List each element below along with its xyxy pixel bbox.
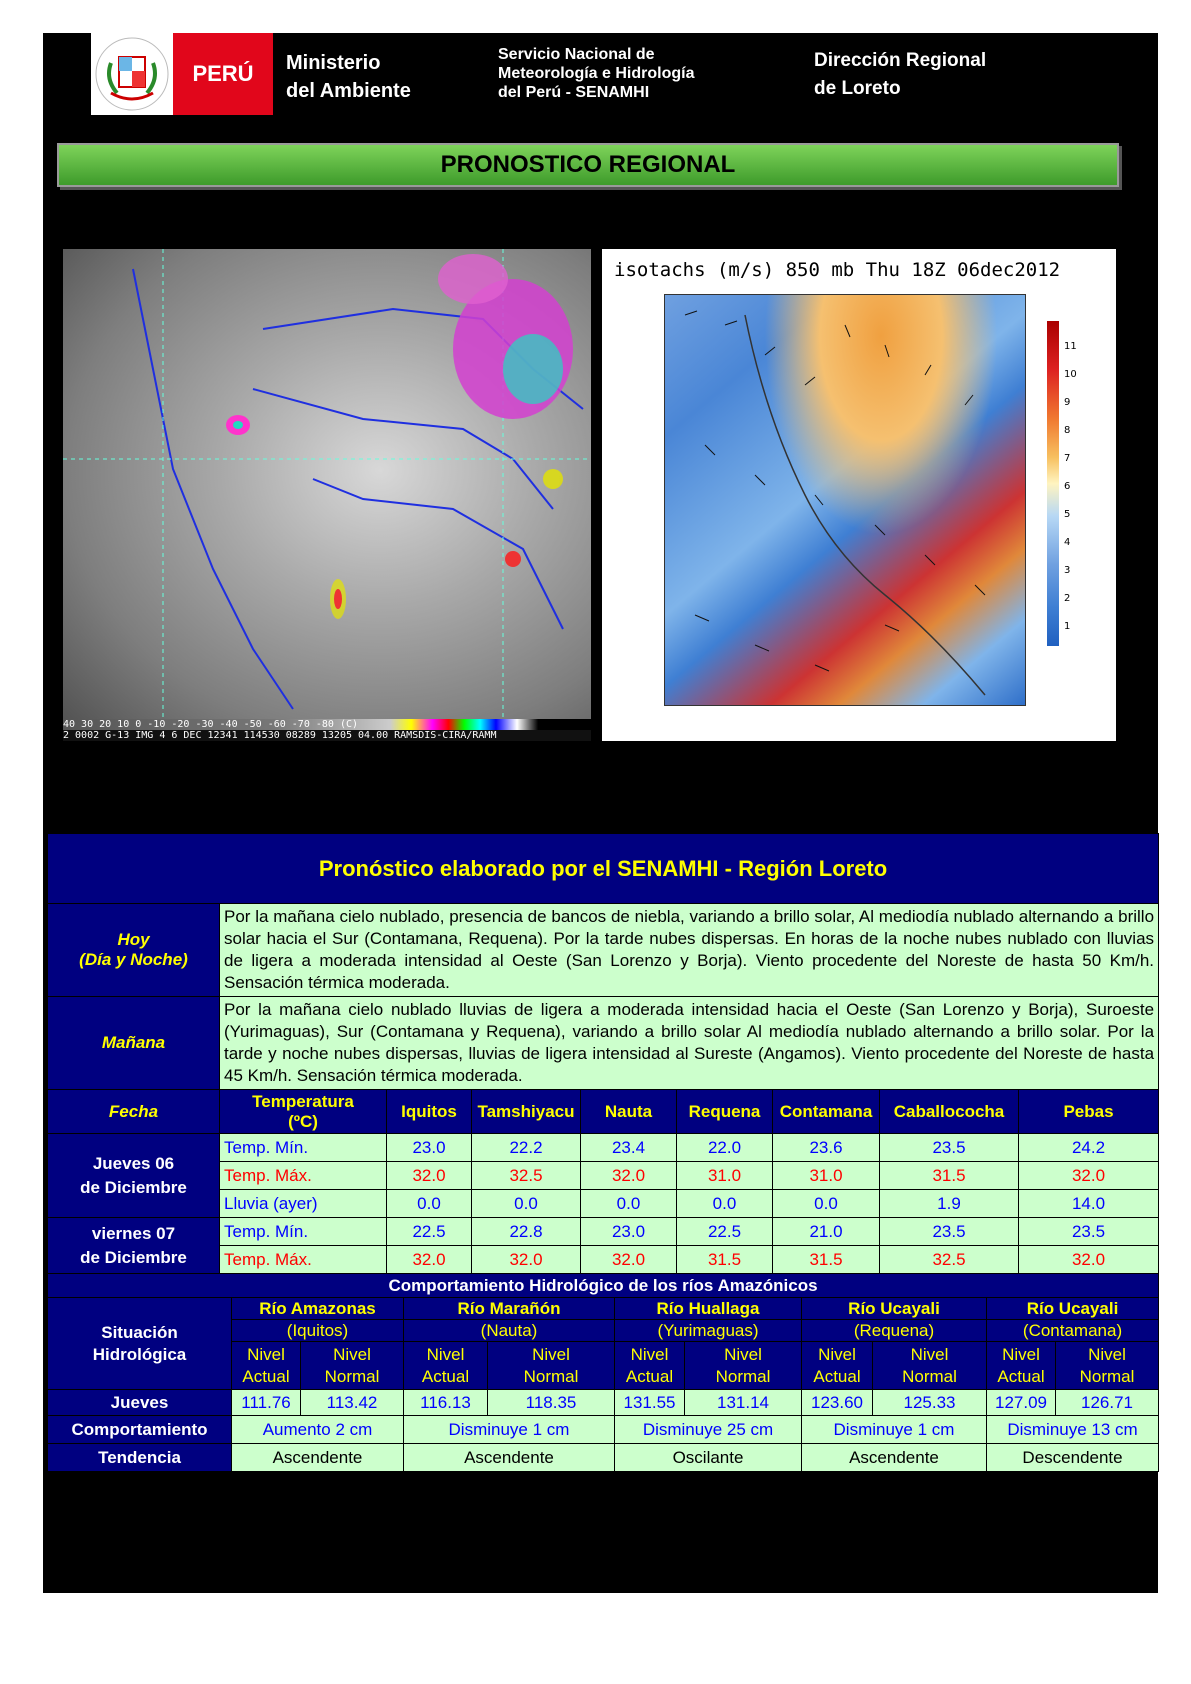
- value-cell: 32.5: [472, 1162, 581, 1190]
- tendencia-label: Tendencia: [48, 1444, 232, 1472]
- row-label: Temp. Máx.: [220, 1162, 387, 1190]
- value-cell: 0.0: [677, 1190, 773, 1218]
- river-place: (Yurimaguas): [615, 1320, 802, 1342]
- value-cell: 0.0: [773, 1190, 880, 1218]
- wind-colorbar-labels: 11 10 9 8 7 6 5 4 3 2 1: [1064, 341, 1077, 632]
- city-header: Nauta: [581, 1090, 677, 1134]
- direccion-regional-label: Dirección Regional de Loreto: [814, 50, 987, 99]
- value-cell: 22.5: [387, 1218, 472, 1246]
- level-cell: 111.76: [232, 1390, 301, 1416]
- row-label: Temp. Mín.: [220, 1134, 387, 1162]
- row-label: Temp. Máx.: [220, 1246, 387, 1274]
- value-cell: 23.0: [581, 1218, 677, 1246]
- row-label: Lluvia (ayer): [220, 1190, 387, 1218]
- nivel-actual-header: Nivel Actual: [802, 1342, 873, 1390]
- level-cell: 126.71: [1056, 1390, 1159, 1416]
- tendencia-cell: Ascendente: [404, 1444, 615, 1472]
- river-place: (Requena): [802, 1320, 987, 1342]
- nivel-normal-header: Nivel Normal: [488, 1342, 615, 1390]
- river-name: Río Marañón: [404, 1298, 615, 1320]
- value-cell: 23.6: [773, 1134, 880, 1162]
- row-label: Temp. Mín.: [220, 1218, 387, 1246]
- satellite-scale-bar: 40 30 20 10 0 -10 -20 -30 -40 -50 -60 -70 -80 (C) 2 0002 G-13 IMG 4 6 DEC 12341 114530 08289 13205 04.00 RAMSDIS-CIRA/RAMM: [63, 719, 591, 741]
- value-cell: 23.0: [387, 1134, 472, 1162]
- river-name: Río Amazonas: [232, 1298, 404, 1320]
- value-cell: 23.5: [880, 1134, 1019, 1162]
- value-cell: 31.5: [677, 1246, 773, 1274]
- comportamiento-label: Comportamiento: [48, 1416, 232, 1444]
- wind-map-title: isotachs (m/s) 850 mb Thu 18Z 06dec2012: [614, 259, 1061, 281]
- value-cell: 32.0: [581, 1246, 677, 1274]
- value-cell: 21.0: [773, 1218, 880, 1246]
- river-place: (Contamana): [987, 1320, 1159, 1342]
- nivel-normal-header: Nivel Normal: [301, 1342, 404, 1390]
- value-cell: 32.0: [387, 1246, 472, 1274]
- value-cell: 32.0: [387, 1162, 472, 1190]
- wind-colorbar: [1047, 321, 1059, 646]
- day1-label: Jueves 06 de Diciembre: [48, 1134, 220, 1218]
- temperatura-header: Temperatura (ºC): [220, 1090, 387, 1134]
- value-cell: 31.0: [773, 1162, 880, 1190]
- level-cell: 131.55: [615, 1390, 685, 1416]
- forecast-table: [47, 833, 1159, 1274]
- tomorrow-label: Mañana: [48, 997, 220, 1090]
- value-cell: 22.0: [677, 1134, 773, 1162]
- hydrology-table: [47, 1273, 1159, 1472]
- value-cell: 32.0: [1019, 1246, 1159, 1274]
- value-cell: 0.0: [472, 1190, 581, 1218]
- value-cell: 14.0: [1019, 1190, 1159, 1218]
- city-header: Tamshiyacu: [472, 1090, 581, 1134]
- value-cell: 1.9: [880, 1190, 1019, 1218]
- value-cell: 32.0: [1019, 1162, 1159, 1190]
- value-cell: 22.5: [677, 1218, 773, 1246]
- wind-map-field: [664, 294, 1026, 706]
- nivel-actual-header: Nivel Actual: [987, 1342, 1056, 1390]
- senamhi-label: Servicio Nacional de Meteorología e Hidrología del Perú - SENAMHI: [498, 46, 695, 101]
- isotachs-wind-map: [602, 249, 1116, 741]
- river-place: (Nauta): [404, 1320, 615, 1342]
- value-cell: 32.0: [581, 1162, 677, 1190]
- nivel-actual-header: Nivel Actual: [232, 1342, 301, 1390]
- nivel-normal-header: Nivel Normal: [873, 1342, 987, 1390]
- day2-label: viernes 07 de Diciembre: [48, 1218, 220, 1274]
- value-cell: 23.5: [880, 1218, 1019, 1246]
- value-cell: 22.2: [472, 1134, 581, 1162]
- comportamiento-cell: Disminuye 1 cm: [404, 1416, 615, 1444]
- level-cell: 116.13: [404, 1390, 488, 1416]
- nivel-normal-header: Nivel Normal: [1056, 1342, 1159, 1390]
- comportamiento-cell: Disminuye 25 cm: [615, 1416, 802, 1444]
- comportamiento-cell: Disminuye 1 cm: [802, 1416, 987, 1444]
- peru-label: PERÚ: [173, 33, 273, 115]
- peru-coat-of-arms-logo: [91, 33, 173, 115]
- today-label: Hoy (Día y Noche): [48, 904, 220, 997]
- river-name: Río Huallaga: [615, 1298, 802, 1320]
- value-cell: 24.2: [1019, 1134, 1159, 1162]
- value-cell: 0.0: [387, 1190, 472, 1218]
- city-header: Caballococha: [880, 1090, 1019, 1134]
- level-cell: 123.60: [802, 1390, 873, 1416]
- tendencia-cell: Descendente: [987, 1444, 1159, 1472]
- level-cell: 127.09: [987, 1390, 1056, 1416]
- value-cell: 23.5: [1019, 1218, 1159, 1246]
- page-title: PRONOSTICO REGIONAL: [57, 143, 1119, 187]
- satellite-caption: 2 0002 G-13 IMG 4 6 DEC 12341 114530 08289 13205 04.00 RAMSDIS-CIRA/RAMM: [63, 730, 497, 741]
- river-place: (Iquitos): [232, 1320, 404, 1342]
- satellite-image: [63, 249, 591, 741]
- forecast-heading: Pronóstico elaborado por el SENAMHI - Región Loreto: [48, 834, 1159, 904]
- nivel-actual-header: Nivel Actual: [404, 1342, 488, 1390]
- tendencia-cell: Oscilante: [615, 1444, 802, 1472]
- ministerio-label: Ministerio del Ambiente: [286, 52, 411, 102]
- city-header: Contamana: [773, 1090, 880, 1134]
- level-cell: 131.14: [685, 1390, 802, 1416]
- level-cell: 125.33: [873, 1390, 987, 1416]
- value-cell: 31.5: [880, 1162, 1019, 1190]
- tendencia-cell: Ascendente: [802, 1444, 987, 1472]
- nivel-actual-header: Nivel Actual: [615, 1342, 685, 1390]
- value-cell: 31.0: [677, 1162, 773, 1190]
- hydrology-heading: Comportamiento Hidrológico de los ríos Amazónicos: [48, 1274, 1159, 1298]
- situacion-label: Situación Hidrológica: [48, 1298, 232, 1390]
- jueves-label: Jueves: [48, 1390, 232, 1416]
- page-frame: [43, 33, 1158, 1593]
- value-cell: 22.8: [472, 1218, 581, 1246]
- comportamiento-cell: Aumento 2 cm: [232, 1416, 404, 1444]
- tomorrow-forecast-text: Por la mañana cielo nublado lluvias de ligera a moderada intensidad hacia el Oeste (San Lorenzo y Borja), Suroeste (Yurimaguas), Sur (Contamana y Requena), variando a brillo solar Al mediodía nublado alternando a brillo solar. Por la tarde y noche nubes dispersas, lluvias de ligera intensidad al Sureste (Angamos). Viento procedente del Noreste de hasta 45 Km/h. Sensación térmica moderada.: [220, 997, 1159, 1090]
- level-cell: 113.42: [301, 1390, 404, 1416]
- comportamiento-cell: Disminuye 13 cm: [987, 1416, 1159, 1444]
- city-header: Iquitos: [387, 1090, 472, 1134]
- nivel-normal-header: Nivel Normal: [685, 1342, 802, 1390]
- tendencia-cell: Ascendente: [232, 1444, 404, 1472]
- level-cell: 118.35: [488, 1390, 615, 1416]
- river-name: Río Ucayali: [802, 1298, 987, 1320]
- city-header: Requena: [677, 1090, 773, 1134]
- fecha-header: Fecha: [48, 1090, 220, 1134]
- city-header: Pebas: [1019, 1090, 1159, 1134]
- value-cell: 32.0: [472, 1246, 581, 1274]
- river-name: Río Ucayali: [987, 1298, 1159, 1320]
- today-forecast-text: Por la mañana cielo nublado, presencia de bancos de niebla, variando a brillo solar, Al mediodía nublado alternando a brillo solar hacia el Sur (Contamana, Requena). Por la tarde nubes dispersas. En horas de la noche nubes nublado con lluvias de ligera a moderada intensidad al Oeste (San Lorenzo y Borja). Viento procedente del Noreste de hasta 50 Km/h. Sensación térmica moderada.: [220, 904, 1159, 997]
- value-cell: 31.5: [773, 1246, 880, 1274]
- value-cell: 23.4: [581, 1134, 677, 1162]
- value-cell: 32.5: [880, 1246, 1019, 1274]
- value-cell: 0.0: [581, 1190, 677, 1218]
